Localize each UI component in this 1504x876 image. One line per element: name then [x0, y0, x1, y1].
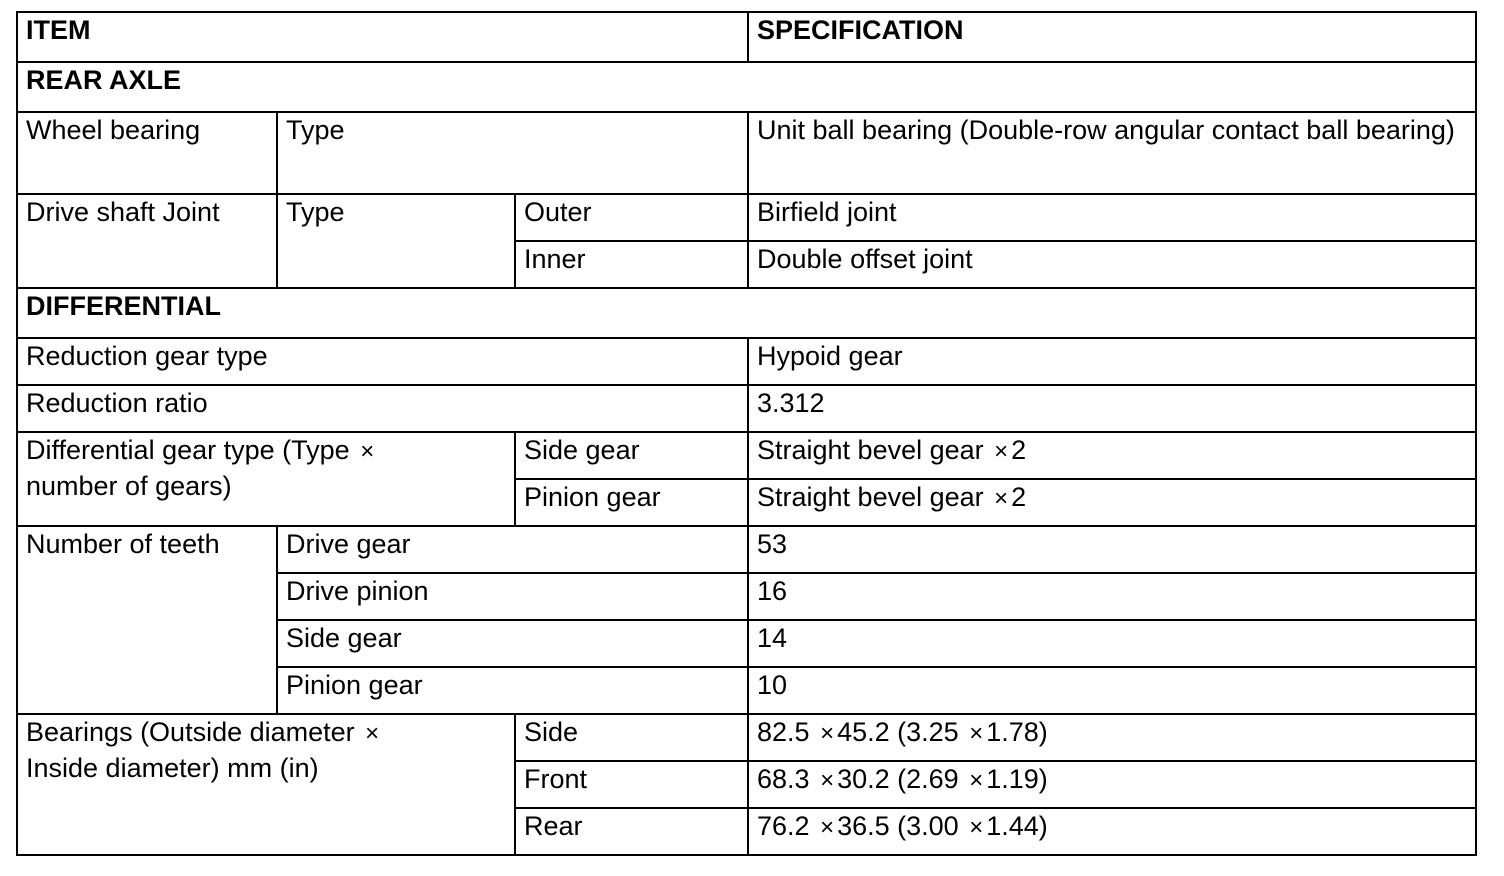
drive-shaft-type-label: Type [277, 194, 515, 288]
teeth-pinion-gear-label: Pinion gear [277, 667, 748, 714]
table-row-differential-side-gear [17, 432, 1476, 479]
bearings-label-line1: Bearings (Outside diameter [26, 717, 355, 747]
bearing-front-value [748, 761, 1476, 808]
table-row-wheel-bearing [17, 112, 1476, 194]
bearing-front-od: 68.3 [757, 764, 810, 794]
wheel-bearing-value: Unit ball bearing (Double-row angular contact ball bearing) [748, 112, 1476, 194]
differential-gear-type-label-line2: number of gears) [26, 471, 232, 501]
differential-pinion-gear-label: Pinion gear [515, 479, 748, 526]
header-specification: SPECIFICATION [748, 12, 1476, 62]
table-row-bearing-side [17, 714, 1476, 761]
drive-shaft-inner-label: Inner [515, 241, 748, 288]
bearing-front-in: 1.19) [986, 764, 1048, 794]
table-row-reduction-gear-type [17, 338, 1476, 385]
differential-gear-type-label [17, 432, 515, 526]
section-row-differential [17, 288, 1476, 338]
times-symbol: × [969, 814, 984, 841]
bearings-label-line2: Inside diameter) mm (in) [26, 753, 319, 783]
bearing-rear-in: 1.44) [986, 811, 1048, 841]
reduction-gear-type-label: Reduction gear type [17, 338, 748, 385]
times-symbol: × [994, 485, 1009, 512]
number-of-teeth-label: Number of teeth [17, 526, 277, 714]
teeth-drive-pinion-value: 16 [748, 573, 1476, 620]
pinion-gear-value-text: Straight bevel gear [757, 482, 984, 512]
differential-side-gear-label: Side gear [515, 432, 748, 479]
drive-shaft-outer-label: Outer [515, 194, 748, 241]
reduction-gear-type-value: Hypoid gear [748, 338, 1476, 385]
differential-side-gear-value [748, 432, 1476, 479]
drive-shaft-outer-value: Birfield joint [748, 194, 1476, 241]
teeth-side-gear-value: 14 [748, 620, 1476, 667]
header-item: ITEM [17, 12, 748, 62]
times-symbol: × [969, 767, 984, 794]
side-gear-value-count: 2 [1011, 435, 1027, 465]
bearing-rear-label: Rear [515, 808, 748, 855]
times-symbol: × [820, 720, 835, 747]
bearing-side-id: 45.2 (3.25 [837, 717, 959, 747]
table-row-drive-shaft-outer [17, 194, 1476, 241]
wheel-bearing-label: Wheel bearing [17, 112, 277, 194]
teeth-drive-gear-value: 53 [748, 526, 1476, 573]
bearing-side-od: 82.5 [757, 717, 810, 747]
reduction-ratio-value: 3.312 [748, 385, 1476, 432]
wheel-bearing-type-label: Type [277, 112, 748, 194]
times-symbol: × [365, 720, 380, 747]
table-row-reduction-ratio [17, 385, 1476, 432]
side-gear-value-text: Straight bevel gear [757, 435, 984, 465]
header-row [17, 12, 1476, 62]
times-symbol: × [820, 767, 835, 794]
section-title-differential: DIFFERENTIAL [17, 288, 1476, 338]
section-row-rear-axle [17, 62, 1476, 112]
bearing-rear-id: 36.5 (3.00 [837, 811, 959, 841]
bearing-side-value [748, 714, 1476, 761]
section-title-rear-axle: REAR AXLE [17, 62, 1476, 112]
bearing-side-in: 1.78) [986, 717, 1048, 747]
pinion-gear-value-count: 2 [1011, 482, 1027, 512]
times-symbol: × [820, 814, 835, 841]
bearings-label [17, 714, 515, 855]
teeth-pinion-gear-value: 10 [748, 667, 1476, 714]
drive-shaft-joint-label: Drive shaft Joint [17, 194, 277, 288]
differential-gear-type-label-line1: Differential gear type (Type [26, 435, 350, 465]
teeth-drive-pinion-label: Drive pinion [277, 573, 748, 620]
bearing-rear-od: 76.2 [757, 811, 810, 841]
bearing-front-id: 30.2 (2.69 [837, 764, 959, 794]
bearing-front-label: Front [515, 761, 748, 808]
bearing-rear-value [748, 808, 1476, 855]
teeth-side-gear-label: Side gear [277, 620, 748, 667]
table-row-teeth-drive-gear [17, 526, 1476, 573]
teeth-drive-gear-label: Drive gear [277, 526, 748, 573]
times-symbol: × [360, 438, 375, 465]
specification-table [16, 11, 1477, 856]
bearing-side-label: Side [515, 714, 748, 761]
times-symbol: × [994, 438, 1009, 465]
differential-pinion-gear-value [748, 479, 1476, 526]
reduction-ratio-label: Reduction ratio [17, 385, 748, 432]
drive-shaft-inner-value: Double offset joint [748, 241, 1476, 288]
times-symbol: × [969, 720, 984, 747]
